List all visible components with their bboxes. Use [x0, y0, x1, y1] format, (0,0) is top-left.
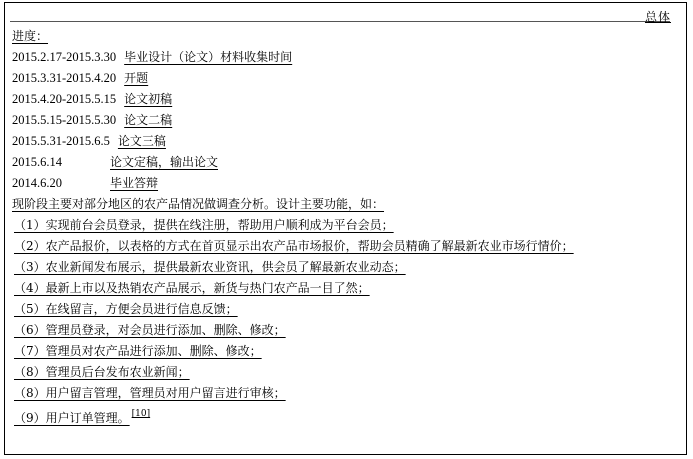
schedule-date: 2015.2.17-2015.3.30 — [12, 50, 117, 64]
citation-marker: [10] — [131, 409, 151, 419]
schedule-task: 开题 — [124, 71, 149, 85]
schedule-date: 2015.4.20-2015.5.15 — [12, 92, 117, 106]
schedule-row — [12, 152, 678, 173]
function-item: （6）管理员登录，对会员进行添加、删除、修改； — [14, 323, 286, 337]
function-item: （7）管理员对农产品进行添加、删除、修改； — [14, 344, 262, 358]
schedule-date: 2015.5.15-2015.5.30 — [12, 113, 117, 127]
function-item: （5）在线留言，方便会员进行信息反馈； — [14, 302, 238, 316]
schedule-row — [12, 47, 678, 68]
schedule-task: 论文定稿，输出论文 — [110, 155, 219, 169]
schedule-task: 论文二稿 — [124, 113, 173, 127]
function-item: （1）实现前台会员登录，提供在线注册，帮助用户顺利成为平台会员； — [14, 218, 394, 232]
schedule-task: 毕业答辩 — [110, 176, 159, 190]
function-item: （9）用户订单管理。 — [14, 411, 130, 425]
schedule-row — [12, 89, 678, 110]
schedule-date: 2015.3.31-2015.4.20 — [12, 71, 117, 85]
schedule-date: 2015.5.31-2015.6.5 — [12, 134, 110, 148]
schedule-row — [12, 173, 678, 194]
schedule-row — [12, 110, 678, 131]
function-item: （2）农产品报价，以表格的方式在首页显示出农产品市场报价，帮助会员精确了解最新农业市场行情价； — [14, 239, 574, 253]
header-rule — [10, 21, 670, 22]
function-item: （8）用户留言管理，管理员对用户留言进行审核； — [14, 386, 286, 400]
schedule-row — [12, 68, 678, 89]
schedule-task: 毕业设计（论文）材料收集时间 — [124, 50, 293, 64]
corner-label: 总体 — [644, 10, 671, 24]
schedule-date: 2015.6.14 — [12, 155, 62, 169]
schedule-date: 2014.6.20 — [12, 176, 62, 190]
schedule-task: 论文初稿 — [124, 92, 173, 106]
intro-text: 现阶段主要对部分地区的农产品情况做调查分析。设计主要功能，如： — [12, 197, 385, 211]
function-item: （8）管理员后台发布农业新闻； — [14, 365, 190, 379]
function-item: （4）最新上市以及热销农产品展示，新货与热门农产品一目了然； — [14, 281, 370, 295]
progress-label: 进度： — [12, 29, 49, 43]
function-item: （3）农业新闻发布展示，提供最新农业资讯，供会员了解最新农业动态； — [14, 260, 406, 274]
document-body — [12, 26, 678, 429]
schedule-task: 论文三稿 — [117, 134, 166, 148]
schedule-row — [12, 131, 678, 152]
